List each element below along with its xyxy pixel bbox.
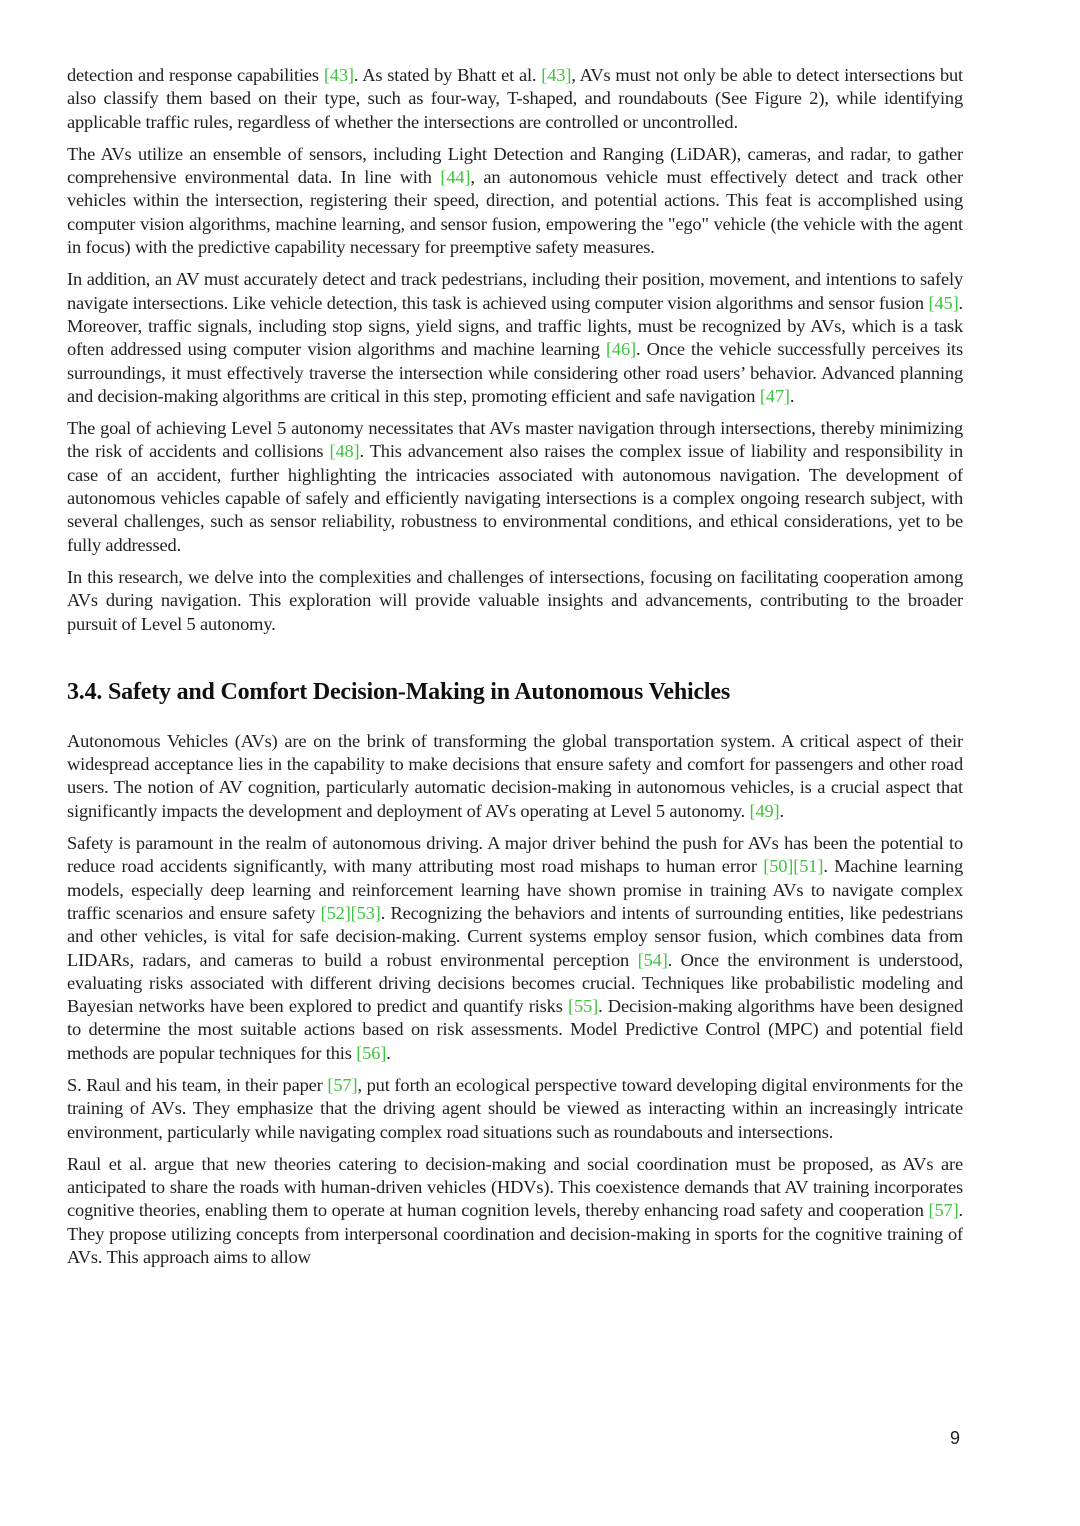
citation-link[interactable]: [44] xyxy=(440,167,471,188)
citation-link[interactable]: [49] xyxy=(749,800,780,821)
citation-link[interactable]: [46] xyxy=(605,339,636,360)
paragraph: The AVs utilize an ensemble of sensors, including Light Detection and Ranging (LiDAR), cameras, and radar, to gather comprehensive environmental data. In line with [44], an autonomous vehicle must effectively detect and track other vehicles within the intersection, registering their speed, direction, and potential actions. This feat is accomplished using computer vision algorithms, machine learning, and sensor fusion, empowering the "ego" vehicle (the vehicle with the agent in focus) with the predictive capability necessary for preemptive safety measures. xyxy=(67,143,964,258)
body-text-before-heading xyxy=(67,64,963,636)
citation-link[interactable]: [57] xyxy=(928,1200,959,1221)
section-heading: 3.4. Safety and Comfort Decision-Making in Autonomous Vehicles xyxy=(67,678,730,705)
paragraph: In addition, an AV must accurately detect and track pedestrians, including their position, movement, and intentions to safely navigate intersections. Like vehicle detection, this task is achieved using computer vision algorithms and sensor fusion [45]. Moreover, traffic signals, including stop signs, yield signs, and traffic lights, must be recognized by AVs, which is a task often addressed using computer vision algorithms and machine learning [46]. Once the vehicle successfully perceives its surroundings, it must effectively traverse the intersection while considering other road users’ behavior. Advanced planning and decision-making algorithms are critical in this step, promoting efficient and safe navigation [47]. xyxy=(67,269,963,406)
paragraph: Autonomous Vehicles (AVs) are on the brink of transforming the global transportation system. A critical aspect of their widespread acceptance lies in the capability to make decisions that ensure safety and comfort for passengers and other road users. The notion of AV cognition, particularly automatic decision-making in autonomous vehicles, is a crucial aspect that significantly impacts the development and deployment of AVs operating at Level 5 autonomy. [49]. xyxy=(67,730,963,821)
citation-link[interactable]: [57] xyxy=(327,1074,358,1095)
document-page xyxy=(67,64,963,1278)
citation-link[interactable]: [45] xyxy=(928,292,959,313)
citation-link[interactable]: [47] xyxy=(759,385,790,406)
paragraph: detection and response capabilities [43]. As stated by Bhatt et al. [43], AVs must not only be able to detect intersections but also classify them based on their type, such as four-way, T-shaped, and roundabouts (See Figure 2), while identifying applicable traffic rules, regardless of whether the intersections are controlled or uncontrolled. xyxy=(67,65,964,132)
paragraph: Raul et al. argue that new theories catering to decision-making and social coordination must be proposed, as AVs are anticipated to share the roads with human-driven vehicles (HDVs). This coexistence demands that AV training incorporates cognitive theories, enabling them to operate at human cognition levels, thereby enhancing road safety and cooperation [57]. They propose utilizing concepts from interpersonal coordination and decision-making in sports for the cognitive training of AVs. This approach aims to allow xyxy=(67,1153,963,1268)
body-text-after-heading xyxy=(67,730,963,1270)
paragraph: In this research, we delve into the complexities and challenges of intersections, focusing on facilitating cooperation among AVs during navigation. This exploration will provide valuable insights and advancements, contributing to the broader pursuit of Level 5 autonomy. xyxy=(67,566,963,634)
citation-link[interactable]: [43] xyxy=(323,65,354,85)
paragraph: S. Raul and his team, in their paper [57], put forth an ecological perspective toward developing digital environments for the training of AVs. They emphasize that the driving agent should be viewed as interacting within an increasingly intricate environment, particularly while navigating complex road situations such as roundabouts and intersections. xyxy=(67,1074,963,1142)
page-number: 9 xyxy=(949,1428,960,1448)
citation-link[interactable]: [43] xyxy=(541,65,572,85)
citation-link[interactable]: [54] xyxy=(637,949,668,970)
citation-link[interactable]: [55] xyxy=(568,996,599,1017)
paragraph: Safety is paramount in the realm of autonomous driving. A major driver behind the push for AVs has been the potential to reduce road accidents significantly, with many attributing most road mishaps to human error [50][51]. Machine learning models, especially deep learning and reinforcement learning have shown promise in training AVs to navigate complex traffic scenarios and ensure safety [52][53]. Recognizing the behaviors and intents of surrounding entities, like pedestrians and other vehicles, is vital for safe decision-making. Current systems employ sensor fusion, which combines data from LIDARs, radars, and cameras to build a robust environmental perception [54]. Once the environment is understood, evaluating risks associated with different driving decisions becomes crucial. Techniques like probabilistic modeling and Bayesian networks have been explored to predict and quantify risks [55]. Decision-making algorithms have been designed to determine the most suitable actions based on risk assessments. Model Predictive Control (MPC) and potential field methods are popular techniques for this [56]. xyxy=(67,833,963,1063)
citation-link[interactable]: [56] xyxy=(356,1042,387,1063)
citation-link[interactable]: [53] xyxy=(350,902,381,923)
citation-link[interactable]: [52] xyxy=(320,902,351,923)
citation-link[interactable]: [48] xyxy=(329,441,360,462)
citation-link[interactable]: [50] xyxy=(763,856,794,877)
paragraph: The goal of achieving Level 5 autonomy necessitates that AVs master navigation through intersections, thereby minimizing the risk of accidents and collisions [48]. This advancement also raises the complex issue of liability and responsibility in case of an accident, further highlighting the intricacies associated with autonomous navigation. The development of autonomous vehicles capable of safely and efficiently navigating intersections is a complex ongoing research subject, with several challenges, such as sensor reliability, robustness to environmental conditions, and ethical considerations, yet to be fully addressed. xyxy=(67,418,963,555)
citation-link[interactable]: [51] xyxy=(793,856,824,877)
